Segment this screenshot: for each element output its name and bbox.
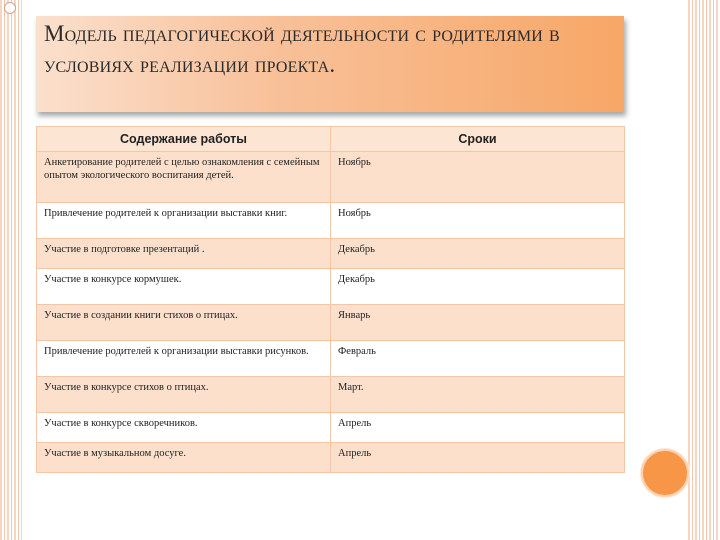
cell-content: Участие в создании книги стихов о птицах. [37,305,331,341]
cell-period: Март. [331,377,625,413]
cell-content: Привлечение родителей к организации выставки рисунков. [37,341,331,377]
table-row [37,377,625,413]
cell-period: Ноябрь [331,203,625,239]
title-banner [36,16,624,112]
corner-circle-ornament [4,2,16,14]
right-decorative-stripes [688,0,720,540]
left-decorative-stripes [0,0,22,540]
cell-period: Февраль [331,341,625,377]
cell-content: Участие в конкурсе стихов о птицах. [37,377,331,413]
table-row [37,269,625,305]
table-row [37,341,625,377]
cell-period: Апрель [331,413,625,443]
table-row [37,305,625,341]
work-schedule-table [36,126,625,473]
cell-content: Анкетирование родителей с целью ознакомления с семейным опытом экологического воспитания детей. [37,152,331,203]
cell-period: Ноябрь [331,152,625,203]
cell-content: Участие в музыкальном досуге. [37,443,331,473]
table-row [37,413,625,443]
cell-content: Участие в конкурсе кормушек. [37,269,331,305]
cell-period: Январь [331,305,625,341]
cell-period: Декабрь [331,239,625,269]
table-row [37,203,625,239]
table-row [37,152,625,203]
header-period: Сроки [331,127,625,152]
header-content: Содержание работы [37,127,331,152]
table-row [37,443,625,473]
table-header-row [37,127,625,152]
table-row [37,239,625,269]
cell-period: Апрель [331,443,625,473]
cell-content: Привлечение родителей к организации выставки книг. [37,203,331,239]
cell-content: Участие в подготовке презентаций . [37,239,331,269]
cell-content: Участие в конкурсе скворечников. [37,413,331,443]
orange-circle-ornament [641,449,689,497]
cell-period: Декабрь [331,269,625,305]
slide-title: Модель педагогической деятельности с родителями в условиях реализации проекта. [44,21,560,77]
